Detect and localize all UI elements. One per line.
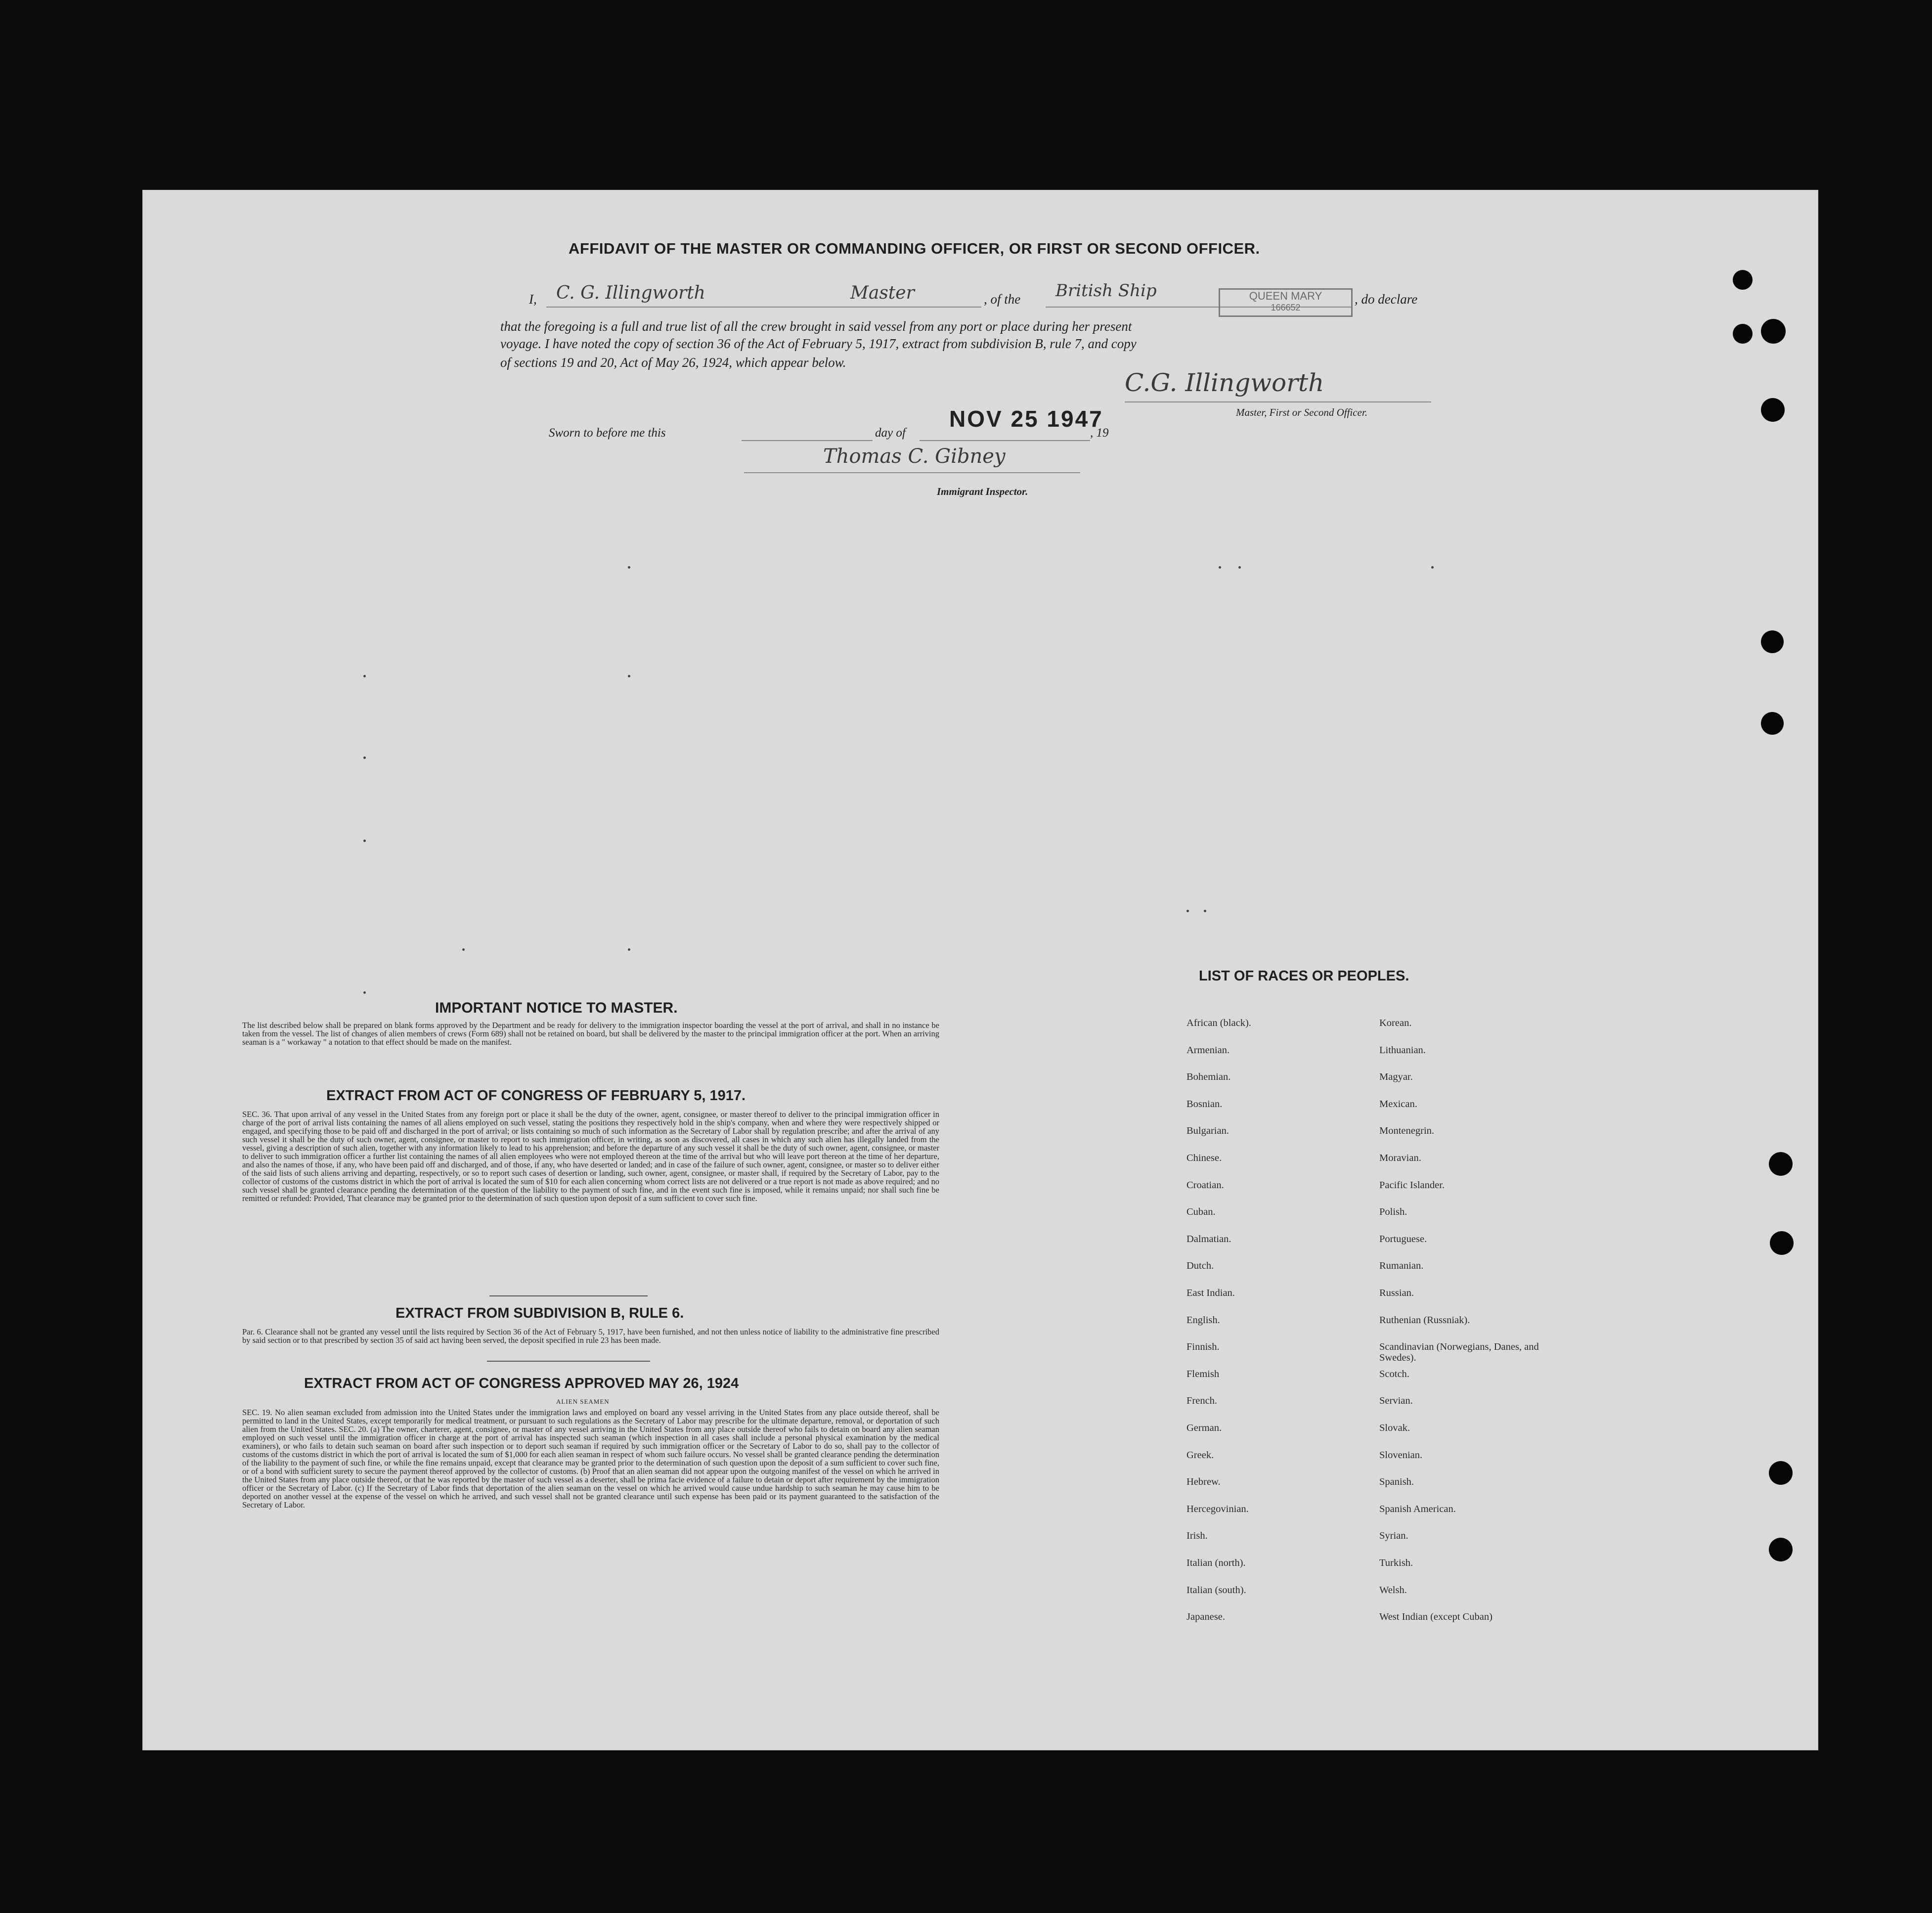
race-item: English.	[1186, 1314, 1220, 1326]
vessel-stamp	[1219, 288, 1353, 317]
divider	[487, 1361, 650, 1362]
divider	[489, 1295, 648, 1296]
stray-dot	[628, 948, 630, 951]
race-item: Magyar.	[1379, 1071, 1413, 1083]
affidavit-line-3: voyage. I have noted the copy of section 36 of the Act of February 5, 1917, extract from subdivision B, rule 7, and copy	[500, 336, 1137, 351]
race-item: Montenegrin.	[1379, 1125, 1435, 1137]
race-item: Portuguese.	[1379, 1233, 1427, 1245]
punch-hole	[1769, 1152, 1793, 1176]
race-item: Spanish American.	[1379, 1503, 1456, 1514]
race-item: Japanese.	[1186, 1611, 1225, 1623]
stamp-number: 166652	[1271, 303, 1301, 312]
race-item: Rumanian.	[1379, 1260, 1424, 1272]
stray-dot	[363, 840, 366, 842]
extract-1917-heading: EXTRACT FROM ACT OF CONGRESS OF FEBRUARY 5, 1917.	[326, 1088, 746, 1104]
race-item: Syrian.	[1379, 1530, 1408, 1542]
race-item: Finnish.	[1186, 1341, 1220, 1353]
stray-dot	[1186, 910, 1189, 912]
race-item: French.	[1186, 1395, 1218, 1407]
stray-dot	[1204, 910, 1206, 912]
race-item: Flemish	[1186, 1368, 1220, 1379]
race-item: Korean.	[1379, 1018, 1412, 1028]
race-item: Polish.	[1379, 1206, 1407, 1218]
race-item: Mexican.	[1379, 1098, 1417, 1110]
race-item: Welsh.	[1379, 1584, 1407, 1596]
punch-hole	[1761, 398, 1785, 422]
race-item: East Indian.	[1186, 1288, 1235, 1298]
punch-hole	[1769, 1461, 1793, 1485]
race-item: Ruthenian (Russniak).	[1379, 1314, 1470, 1326]
race-item: Armenian.	[1186, 1044, 1230, 1056]
extract-1924-heading: EXTRACT FROM ACT OF CONGRESS APPROVED MAY 26, 1924	[304, 1376, 739, 1391]
race-item: Irish.	[1186, 1530, 1208, 1542]
affidavit-title: AFFIDAVIT OF THE MASTER OR COMMANDING OFFICER, OR FIRST OR SECOND OFFICER.	[569, 240, 1260, 257]
race-item: Dalmatian.	[1186, 1233, 1231, 1245]
race-item: Lithuanian.	[1379, 1044, 1426, 1056]
race-item: Spanish.	[1379, 1476, 1414, 1488]
master-name: C. G. Illingworth	[556, 283, 705, 303]
of-the-label: , of the	[984, 292, 1021, 307]
master-rank: Master	[850, 283, 915, 303]
vessel-type: British Ship	[1055, 281, 1157, 301]
race-item: Bohemian.	[1186, 1071, 1231, 1083]
signature-caption: Master, First or Second Officer.	[1236, 406, 1367, 418]
stray-dot	[1219, 566, 1221, 569]
notice-body: The list described below shall be prepared on blank forms approved by the Department and be ready for delivery to the immigration inspector boarding the vessel at the port of arrival, and shall in no instance be taken from the vessel. The list of changes of alien members of crews (Form 689) shall not be retained on board, but shall be delivered by the master to the principal immigration officer at the port. When an arriving seaman is a " workaway " a notation to that effect should be made on the manifest.	[242, 1021, 939, 1047]
year-suffix: , 19	[1090, 426, 1109, 440]
sworn-label: Sworn to before me this	[549, 426, 666, 440]
name-rule	[546, 307, 981, 308]
race-item: Hercegovinian.	[1186, 1503, 1249, 1514]
race-item: Bulgarian.	[1186, 1125, 1229, 1137]
race-item: West Indian (except Cuban)	[1379, 1611, 1493, 1623]
race-item: Servian.	[1379, 1395, 1413, 1407]
race-item: Chinese.	[1186, 1153, 1222, 1163]
stray-dot	[1238, 566, 1241, 569]
race-item: Turkish.	[1379, 1557, 1413, 1568]
stamp-vessel-name: QUEEN MARY	[1249, 290, 1322, 302]
stray-dot	[363, 991, 366, 994]
subdivision-heading: EXTRACT FROM SUBDIVISION B, RULE 6.	[395, 1305, 684, 1321]
race-item: Scandinavian (Norwegians, Danes, and Swedes).	[1379, 1341, 1539, 1364]
affidavit-line-4: of sections 19 and 20, Act of May 26, 1924, which appear below.	[500, 355, 846, 370]
inspector-rule	[744, 472, 1080, 473]
affidavit-line-2: that the foregoing is a full and true list of all the crew brought in said vessel from any port or place during her present	[500, 319, 1132, 334]
subdivision-body: Par. 6. Clearance shall not be granted any vessel until the lists required by Section 36 of the Act of February 5, 1917, have been furnished, and not then unless notice of liability to the administrative fine prescribed by said section or to that prescribed by section 35 of said act having been served, the deposit specified in rule 23 has been made.	[242, 1327, 939, 1345]
race-item: African (black).	[1186, 1018, 1251, 1028]
race-item: Slovak.	[1379, 1423, 1410, 1433]
punch-hole	[1733, 270, 1753, 290]
race-item: Croatian.	[1186, 1179, 1224, 1191]
punch-hole	[1761, 319, 1786, 344]
punch-hole	[1761, 630, 1784, 653]
race-item: Cuban.	[1186, 1206, 1216, 1218]
race-item: Dutch.	[1186, 1260, 1214, 1272]
stray-dot	[462, 948, 465, 951]
race-item: Russian.	[1379, 1288, 1414, 1298]
race-item: Moravian.	[1379, 1153, 1421, 1163]
signature-rule	[1125, 401, 1431, 402]
race-item: Hebrew.	[1186, 1476, 1221, 1488]
race-item: Scotch.	[1379, 1368, 1409, 1379]
do-declare-label: , do declare	[1355, 292, 1418, 307]
extract-1917-body: SEC. 36. That upon arrival of any vessel in the United States from any foreign port or place it shall be the duty of the owner, agent, consignee, or master thereof to deliver to the principal immigration officer in charge of the port of arrival lists containing the names of all aliens employed on such vessel, stating the positions they respectively hold in the ship's company, when and where they were respectively shipped or engaged, and specifying those to be paid off and discharged in the port of arrival; or lists containing so much of such information as the Secretary of Labor shall by regulation prescribe; and after the arrival of any such vessel it shall be the duty of such owner, agent, consignee, or master to report to such immigration officer, in writing, as soon as discovered, all cases in which any such alien has illegally landed from the vessel, giving a description of such alien, together with any information likely to lead to his apprehension; and before the departure of any such vessel it shall be the duty of such owner, agent, consignee, or master to deliver to such immigration officer a further list containing the names of all alien employees who were not employed thereon at the time of the arrival but who will leave port thereon at the time of her departure, and also the names of those, if any, who have been paid off and discharged, and of those, if any, who have deserted or landed; and in case of the failure of such owner, agent, consignee, or master so to deliver either of the said lists of such aliens arriving and departing, respectively, or so to report such cases of desertion or landing, such owner, agent, consignee, or master shall, if required by the Secretary of Labor, pay to the collector of customs of the customs district in which the port of arrival is located the sum of $10 for each alien concerning whom correct lists are not delivered or a true report is not made as above required; and no such vessel shall be granted clearance pending the determination of the question of the liability to the payment of such fine, and in the event such fine is imposed, while it remains unpaid; nor shall such fine be remitted or refunded: Provided, That clearance may be granted prior to the determination of such question upon deposit of a sum sufficient to cover such fine.	[242, 1110, 939, 1203]
stray-dot	[628, 675, 630, 677]
master-signature: C.G. Illingworth	[1125, 368, 1324, 397]
race-item: Slovenian.	[1379, 1449, 1423, 1461]
notice-heading: IMPORTANT NOTICE TO MASTER.	[435, 1000, 678, 1016]
race-item: German.	[1186, 1423, 1222, 1433]
punch-hole	[1733, 324, 1753, 344]
inspector-signature: Thomas C. Gibney	[823, 445, 1006, 468]
i-label: I,	[529, 292, 537, 307]
day-of-label: day of	[875, 426, 906, 440]
punch-hole	[1761, 712, 1784, 735]
races-heading: LIST OF RACES OR PEOPLES.	[1199, 968, 1409, 984]
sworn-day-rule	[742, 440, 873, 441]
extract-1924-subheading: ALIEN SEAMEN	[556, 1398, 610, 1405]
punch-hole	[1769, 1538, 1793, 1561]
stray-dot	[1431, 566, 1434, 569]
stray-dot	[628, 566, 630, 569]
punch-hole	[1770, 1231, 1794, 1255]
extract-1924-body: SEC. 19. No alien seaman excluded from admission into the United States under the immigration laws and employed on board any vessel arriving in the United States from any place outside thereof, shall be permitted to land in the United States, except temporarily for medical treatment, or pursuant to such regulations as the Secretary of Labor may prescribe for the ultimate departure, removal, or deportation of such alien from the United States. SEC. 20. (a) The owner, charterer, agent, consignee, or master of any vessel arriving in the United States from any place outside thereof who fails to detain on board any alien seaman employed on such vessel until the immigration officer in charge at the port of arrival has inspected such seaman (which inspection in all cases shall include a personal physical examination by the medical examiners), or who fails to detain such seaman on board after such inspection or to deport such seaman if required by such immigration officer or the Secretary of Labor to do so, shall pay to the collector of customs of the customs district in which the port of arrival is located the sum of $1,000 for each alien seaman in respect of whom such failure occurs. No vessel shall be granted clearance pending the determination of the liability to the payment of such fine, or while the fine remains unpaid, except that clearance may be granted prior to the determination of such question upon the deposit of a sum sufficient to cover such fine, or of a bond with sufficient surety to secure the payment thereof approved by the collector of customs. (b) Proof that an alien seaman did not appear upon the outgoing manifest of the vessel on which he arrived in the United States from any place outside thereof, or that he was reported by the master of such vessel as a deserter, shall be prima facie evidence of a failure to detain or deport after requirement by the immigration officer or the Secretary of Labor. (c) If the Secretary of Labor finds that deportation of the alien seaman on the vessel on which he arrived would cause undue hardship to such seaman he may cause him to be deported on another vessel at the expense of the vessel on which he arrived, and such vessel shall not be granted clearance until such expense has been paid or its payment guaranteed to the satisfaction of the Secretary of Labor.	[242, 1408, 939, 1510]
race-item: Italian (south).	[1186, 1584, 1246, 1596]
race-item: Bosnian.	[1186, 1098, 1223, 1110]
race-item: Pacific Islander.	[1379, 1179, 1445, 1191]
inspector-caption: Immigrant Inspector.	[937, 486, 1028, 497]
sworn-month-rule	[920, 440, 1090, 441]
race-item: Italian (north).	[1186, 1557, 1246, 1568]
stray-dot	[363, 675, 366, 677]
race-item: Greek.	[1186, 1449, 1214, 1461]
stray-dot	[363, 756, 366, 759]
date-stamp: NOV 25 1947	[949, 406, 1103, 432]
